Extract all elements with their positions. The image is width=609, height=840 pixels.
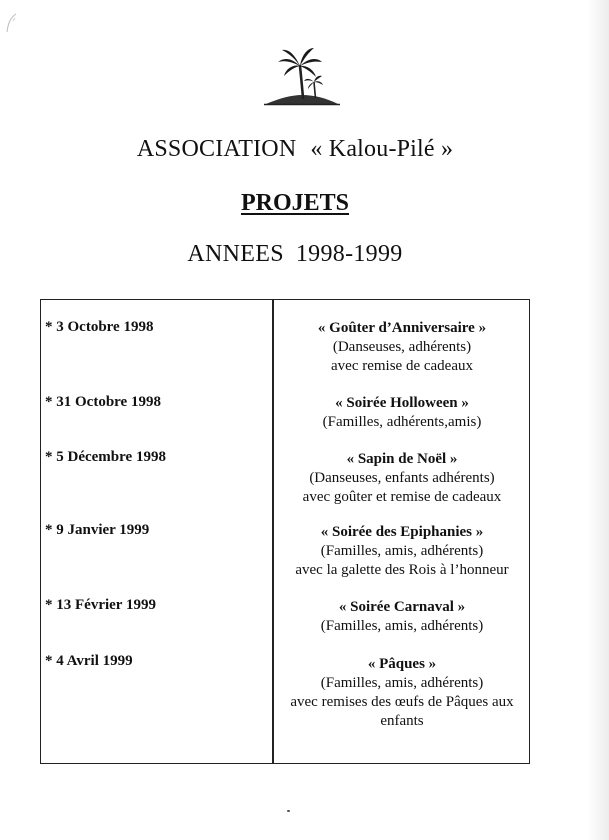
event-detail: (Danseuses, adhérents) bbox=[332, 339, 472, 355]
scan-page-edge bbox=[587, 0, 609, 840]
event-date: * 31 Octobre 1998 bbox=[45, 394, 161, 410]
event-detail: avec remises des œufs de Pâques aux bbox=[290, 694, 514, 710]
association-label: ASSOCIATION bbox=[136, 136, 297, 162]
scan-speck bbox=[287, 810, 290, 812]
event-date: * 9 Janvier 1999 bbox=[45, 522, 150, 538]
event-detail: (Familles, amis, adhérents) bbox=[320, 675, 484, 691]
event-detail: (Familles, amis, adhérents) bbox=[320, 618, 484, 634]
event-title: « Goûter d’Anniversaire » bbox=[317, 320, 487, 336]
event-detail: (Familles, adhérents,amis) bbox=[322, 414, 482, 430]
event-title: « Soirée Carnaval » bbox=[338, 599, 466, 615]
event-date: * 13 Février 1999 bbox=[45, 597, 156, 613]
event-detail: enfants bbox=[380, 713, 424, 729]
event-title: « Soirée des Epiphanies » bbox=[320, 524, 484, 540]
event-date: * 3 Octobre 1998 bbox=[45, 319, 154, 335]
event-date: * 5 Décembre 1998 bbox=[45, 449, 166, 465]
projects-heading: PROJETS bbox=[240, 190, 350, 216]
event-title: « Sapin de Noël » bbox=[346, 451, 458, 467]
event-description bbox=[274, 523, 530, 580]
event-detail: (Danseuses, enfants adhérents) bbox=[309, 470, 495, 486]
event-description bbox=[274, 598, 530, 636]
event-detail: avec goûter et remise de cadeaux bbox=[302, 489, 502, 505]
event-description bbox=[274, 655, 530, 731]
palm-tree-icon bbox=[262, 44, 342, 108]
events-table bbox=[40, 299, 530, 764]
event-description bbox=[274, 319, 530, 376]
event-date: * 4 Avril 1999 bbox=[45, 653, 133, 669]
event-detail: avec remise de cadeaux bbox=[331, 358, 473, 374]
event-description bbox=[274, 394, 530, 432]
association-name: « Kalou-Pilé » bbox=[310, 136, 454, 162]
scan-mark-icon bbox=[4, 12, 22, 34]
years-label: ANNEES bbox=[187, 241, 284, 267]
event-title: « Pâques » bbox=[367, 656, 437, 672]
years-value: 1998-1999 bbox=[295, 241, 403, 267]
event-description bbox=[274, 450, 530, 507]
event-title: « Soirée Holloween » bbox=[335, 395, 469, 411]
event-detail: avec la galette des Rois à l’honneur bbox=[295, 562, 509, 578]
event-detail: (Familles, amis, adhérents) bbox=[320, 543, 484, 559]
years-heading bbox=[0, 241, 590, 268]
page-title bbox=[0, 136, 590, 163]
